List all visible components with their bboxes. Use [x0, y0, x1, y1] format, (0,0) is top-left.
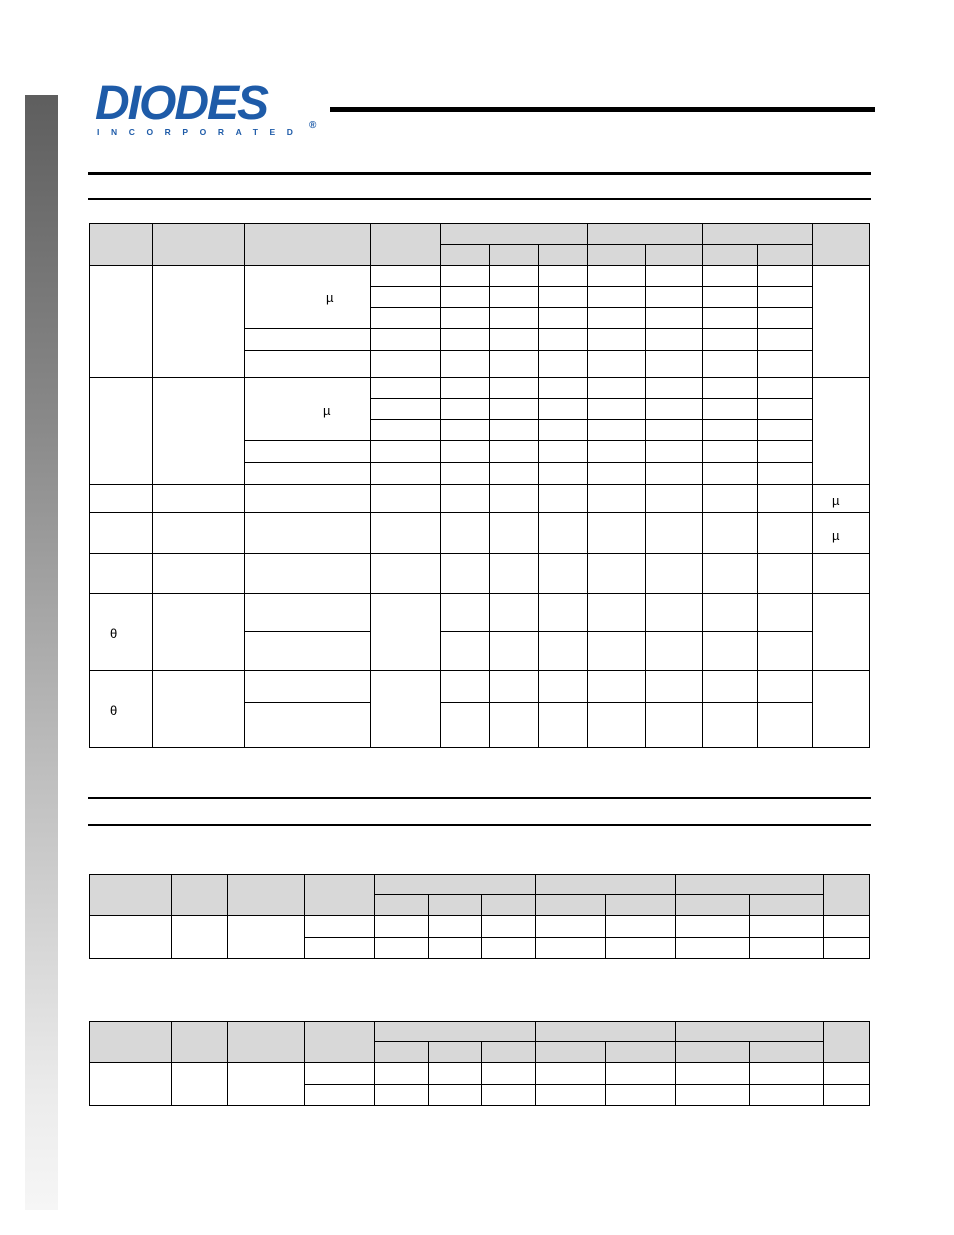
table-cell — [588, 266, 646, 287]
table-cell — [153, 485, 245, 513]
logo-wordmark: DIODES — [95, 77, 268, 130]
table-cell — [245, 441, 371, 463]
table-cell — [371, 329, 441, 351]
table-cell — [490, 632, 539, 671]
table-cell — [490, 671, 539, 703]
table-cell — [758, 632, 813, 671]
table-cell — [228, 916, 305, 959]
table-cell — [375, 1085, 429, 1106]
table-cell — [750, 916, 824, 938]
table-cell — [646, 308, 703, 329]
table-cell — [646, 329, 703, 351]
table-cell — [539, 420, 588, 441]
table-cell — [646, 632, 703, 671]
table-cell — [750, 938, 824, 959]
table-cell — [758, 420, 813, 441]
table-cell — [482, 1085, 536, 1106]
table-cell — [245, 632, 371, 671]
header-cell — [824, 875, 870, 916]
table-cell — [305, 1063, 375, 1085]
table-cell — [490, 703, 539, 748]
table-cell — [371, 378, 441, 399]
table-cell — [441, 420, 490, 441]
header-cell — [153, 224, 245, 266]
table-cell — [245, 671, 371, 703]
table-cell — [758, 266, 813, 287]
table-cell — [90, 594, 153, 671]
table-cell — [539, 287, 588, 308]
table-cell — [482, 938, 536, 959]
table-cell — [813, 378, 870, 485]
header-cell — [228, 875, 305, 916]
table-cell — [490, 463, 539, 485]
header-group-cell — [676, 875, 824, 895]
table-cell — [305, 938, 375, 959]
header-subcell — [676, 895, 750, 916]
table-cell — [429, 916, 482, 938]
table-cell — [245, 378, 371, 441]
table-cell — [588, 703, 646, 748]
theta-symbol: θ — [110, 703, 118, 718]
table-cell — [153, 378, 245, 485]
table-cell — [703, 351, 758, 378]
table-cell — [646, 554, 703, 594]
table-cell — [824, 1085, 870, 1106]
table-cell — [153, 513, 245, 554]
table-cell — [703, 554, 758, 594]
header-subcell — [750, 1042, 824, 1063]
table-cell — [90, 671, 153, 748]
table-cell — [90, 266, 153, 378]
table-cell — [441, 594, 490, 632]
header-cell — [172, 1022, 228, 1063]
table-cell — [490, 266, 539, 287]
header-subcell — [490, 245, 539, 266]
table-cell — [441, 351, 490, 378]
table-cell — [245, 513, 371, 554]
table-cell — [703, 420, 758, 441]
header-subcell — [536, 1042, 606, 1063]
theta-symbol: θ — [110, 626, 118, 641]
table-cell — [371, 554, 441, 594]
header-group-cell — [536, 1022, 676, 1042]
table-cell — [646, 287, 703, 308]
table-cell — [539, 513, 588, 554]
table-cell — [703, 485, 758, 513]
table-cell — [588, 399, 646, 420]
header-subcell — [703, 245, 758, 266]
header-cell — [90, 224, 153, 266]
table-cell — [646, 594, 703, 632]
section-rule-bottom — [88, 824, 871, 826]
table-cell — [490, 485, 539, 513]
table-cell — [245, 351, 371, 378]
table-cell — [750, 1063, 824, 1085]
table-cell — [371, 308, 441, 329]
table-cell — [539, 308, 588, 329]
table-cell — [441, 329, 490, 351]
table-cell — [606, 916, 676, 938]
table-cell — [824, 916, 870, 938]
mu-symbol: µ — [323, 403, 331, 418]
table-cell — [371, 287, 441, 308]
table-cell — [172, 916, 228, 959]
table-cell — [153, 554, 245, 594]
table-cell — [490, 378, 539, 399]
header-cell — [813, 224, 870, 266]
table-cell — [90, 485, 153, 513]
table-cell — [172, 1063, 228, 1106]
header-subcell — [429, 895, 482, 916]
table-cell — [703, 671, 758, 703]
table-cell — [371, 463, 441, 485]
table-cell — [703, 513, 758, 554]
table-cell — [490, 287, 539, 308]
table-cell — [588, 554, 646, 594]
header-subcell — [536, 895, 606, 916]
table-cell — [813, 671, 870, 748]
header-subcell — [429, 1042, 482, 1063]
table-cell — [153, 266, 245, 378]
table-cell — [646, 266, 703, 287]
table-cell — [539, 351, 588, 378]
table-cell — [703, 703, 758, 748]
table-cell — [813, 266, 870, 378]
table-cell — [703, 378, 758, 399]
table-cell — [646, 463, 703, 485]
ratings-table — [89, 223, 870, 748]
table-cell — [305, 916, 375, 938]
table-cell — [539, 399, 588, 420]
table-cell — [588, 463, 646, 485]
table-cell — [536, 1085, 606, 1106]
header-group-cell — [375, 1022, 536, 1042]
table-cell — [371, 594, 441, 671]
table-cell — [245, 554, 371, 594]
table-cell — [441, 266, 490, 287]
table-cell — [371, 351, 441, 378]
header-group-cell — [536, 875, 676, 895]
table-cell — [703, 287, 758, 308]
table-cell — [153, 671, 245, 748]
table-cell — [758, 485, 813, 513]
table-cell — [539, 378, 588, 399]
table-cell — [441, 485, 490, 513]
table-cell — [676, 938, 750, 959]
header-cell — [305, 875, 375, 916]
table-cell — [676, 1085, 750, 1106]
table-cell — [588, 485, 646, 513]
table-cell — [703, 308, 758, 329]
table-cell — [646, 485, 703, 513]
table-cell — [646, 703, 703, 748]
table-cell — [646, 441, 703, 463]
header-subcell — [539, 245, 588, 266]
table-cell — [441, 287, 490, 308]
table-cell — [539, 594, 588, 632]
table-cell — [245, 329, 371, 351]
table-cell — [441, 632, 490, 671]
table-cell — [588, 441, 646, 463]
table-cell — [490, 329, 539, 351]
characteristics-table-2 — [89, 1021, 870, 1106]
table-cell — [676, 916, 750, 938]
table-cell — [539, 671, 588, 703]
table-cell — [758, 308, 813, 329]
table-cell — [758, 441, 813, 463]
table-cell — [813, 513, 870, 554]
table-cell — [228, 1063, 305, 1106]
registered-mark: ® — [309, 120, 317, 131]
header-cell — [90, 875, 172, 916]
header-subcell — [758, 245, 813, 266]
header-subcell — [606, 1042, 676, 1063]
header-cell — [371, 224, 441, 266]
table-cell — [245, 703, 371, 748]
table-cell — [539, 554, 588, 594]
table-cell — [375, 1063, 429, 1085]
table-cell — [371, 399, 441, 420]
table-cell — [490, 441, 539, 463]
table-cell — [588, 513, 646, 554]
table-cell — [588, 632, 646, 671]
table-cell — [758, 399, 813, 420]
table-cell — [441, 463, 490, 485]
section-rule-top — [88, 797, 871, 799]
table-cell — [371, 485, 441, 513]
header-rule — [330, 107, 875, 112]
table-cell — [371, 513, 441, 554]
table-cell — [371, 441, 441, 463]
table-cell — [758, 287, 813, 308]
table-cell — [90, 378, 153, 485]
table-cell — [750, 1085, 824, 1106]
table-cell — [90, 916, 172, 959]
table-cell — [758, 513, 813, 554]
table-cell — [536, 1063, 606, 1085]
table-cell — [375, 938, 429, 959]
table-cell — [606, 1085, 676, 1106]
table-cell — [490, 513, 539, 554]
table-cell — [536, 916, 606, 938]
table-cell — [90, 1063, 172, 1106]
table-cell — [429, 938, 482, 959]
table-cell — [758, 329, 813, 351]
header-subcell — [588, 245, 646, 266]
table-cell — [490, 351, 539, 378]
table-cell — [441, 703, 490, 748]
table-cell — [90, 513, 153, 554]
table-cell — [646, 378, 703, 399]
table-cell — [429, 1085, 482, 1106]
table-cell — [490, 399, 539, 420]
table-cell — [371, 671, 441, 748]
header-group-cell — [676, 1022, 824, 1042]
table-cell — [703, 441, 758, 463]
mu-symbol: µ — [832, 528, 840, 543]
table-cell — [371, 420, 441, 441]
table-cell — [441, 399, 490, 420]
logo-subtext: INCORPORATED — [97, 127, 305, 137]
table-cell — [371, 266, 441, 287]
table-cell — [758, 703, 813, 748]
table-cell — [646, 351, 703, 378]
table-cell — [441, 671, 490, 703]
table-cell — [588, 287, 646, 308]
table-cell — [813, 554, 870, 594]
table-cell — [441, 308, 490, 329]
table-cell — [482, 1063, 536, 1085]
table-cell — [824, 1063, 870, 1085]
table-cell — [824, 938, 870, 959]
table-cell — [758, 378, 813, 399]
table-cell — [606, 938, 676, 959]
table-cell — [441, 441, 490, 463]
header-subcell — [606, 895, 676, 916]
table-cell — [676, 1063, 750, 1085]
header-group-cell — [588, 224, 703, 245]
header-group-cell — [703, 224, 813, 245]
table-cell — [758, 671, 813, 703]
header-cell — [172, 875, 228, 916]
header-subcell — [482, 895, 536, 916]
header-subcell — [676, 1042, 750, 1063]
table-cell — [245, 266, 371, 329]
table-cell — [490, 308, 539, 329]
table-cell — [429, 1063, 482, 1085]
table-cell — [646, 671, 703, 703]
table-cell — [539, 329, 588, 351]
header-group-cell — [375, 875, 536, 895]
header-cell — [228, 1022, 305, 1063]
table-cell — [588, 671, 646, 703]
mu-symbol: µ — [326, 290, 334, 305]
table-cell — [646, 513, 703, 554]
header-subcell — [646, 245, 703, 266]
header-subcell — [750, 895, 824, 916]
table-cell — [305, 1085, 375, 1106]
table-cell — [588, 308, 646, 329]
table-cell — [153, 594, 245, 671]
table-cell — [758, 463, 813, 485]
table-cell — [703, 399, 758, 420]
header-cell — [305, 1022, 375, 1063]
header-cell — [90, 1022, 172, 1063]
header-cell — [824, 1022, 870, 1063]
mu-symbol: µ — [832, 493, 840, 508]
table-cell — [588, 329, 646, 351]
header-subcell — [482, 1042, 536, 1063]
table-cell — [490, 420, 539, 441]
table-cell — [490, 554, 539, 594]
table-cell — [539, 485, 588, 513]
table-cell — [646, 420, 703, 441]
section-rule-top — [88, 172, 871, 175]
table-cell — [490, 594, 539, 632]
table-cell — [588, 420, 646, 441]
table-cell — [588, 594, 646, 632]
table-cell — [758, 594, 813, 632]
header-subcell — [375, 1042, 429, 1063]
table-cell — [90, 554, 153, 594]
table-cell — [539, 632, 588, 671]
diodes-logo — [95, 77, 327, 140]
table-cell — [539, 441, 588, 463]
table-cell — [441, 554, 490, 594]
decorative-gradient-sidebar — [25, 95, 58, 1210]
table-cell — [539, 703, 588, 748]
table-cell — [703, 632, 758, 671]
header-group-cell — [441, 224, 588, 245]
table-cell — [441, 513, 490, 554]
header-subcell — [375, 895, 429, 916]
table-cell — [536, 938, 606, 959]
table-cell — [539, 463, 588, 485]
table-cell — [606, 1063, 676, 1085]
table-cell — [703, 463, 758, 485]
table-cell — [758, 554, 813, 594]
table-cell — [813, 485, 870, 513]
table-cell — [482, 916, 536, 938]
table-cell — [245, 594, 371, 632]
table-cell — [441, 378, 490, 399]
table-cell — [245, 463, 371, 485]
table-cell — [588, 378, 646, 399]
header-cell — [245, 224, 371, 266]
characteristics-table-1 — [89, 874, 870, 959]
table-cell — [646, 399, 703, 420]
table-cell — [703, 594, 758, 632]
table-cell — [375, 916, 429, 938]
section-rule-bottom — [88, 198, 871, 200]
table-cell — [539, 266, 588, 287]
table-cell — [813, 594, 870, 671]
table-cell — [758, 351, 813, 378]
table-cell — [588, 351, 646, 378]
table-cell — [703, 266, 758, 287]
table-cell — [245, 485, 371, 513]
header-subcell — [441, 245, 490, 266]
table-cell — [703, 329, 758, 351]
